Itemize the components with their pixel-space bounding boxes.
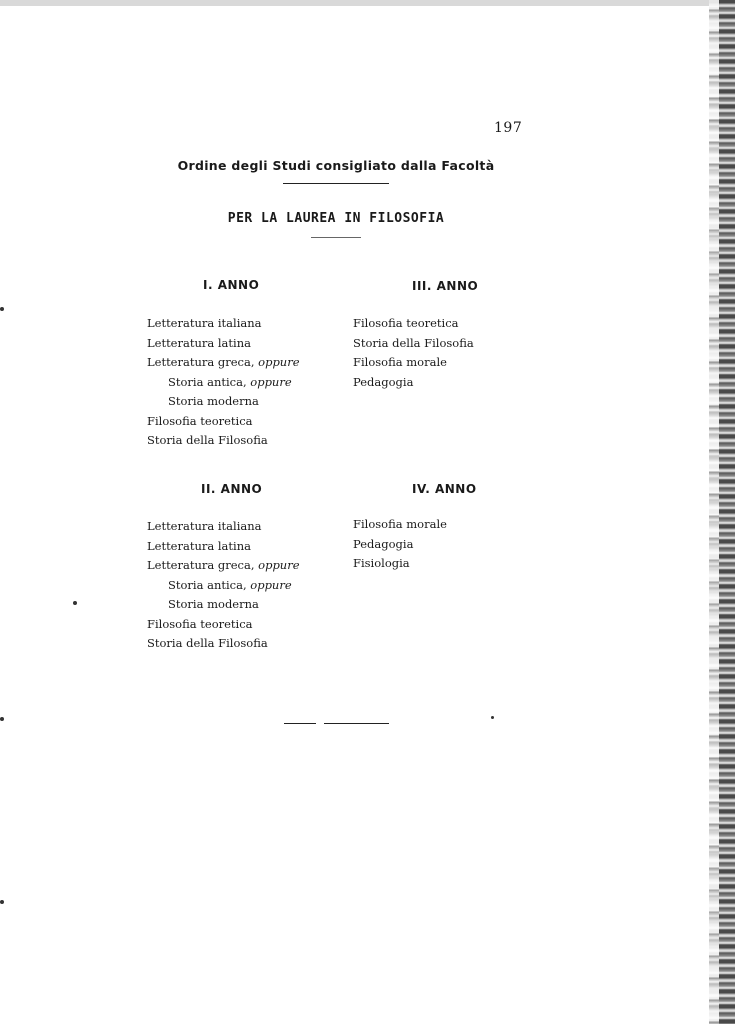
course-list-year-3: [353, 314, 474, 392]
year-heading-2: II. ANNO: [201, 482, 263, 496]
course-item: Filosofia teoretica: [353, 316, 459, 330]
course-item: Letteratura greca, oppure: [147, 355, 300, 369]
course-list-year-2: [147, 517, 300, 654]
heading-rule-short: [311, 237, 361, 238]
course-item: Storia moderna: [168, 597, 259, 611]
course-item: Letteratura italiana: [147, 316, 262, 330]
course-item: Storia moderna: [168, 394, 259, 408]
course-item: Filosofia teoretica: [147, 413, 253, 428]
course-item: Letteratura greca, oppure: [147, 558, 300, 572]
course-item: Letteratura latina: [147, 335, 251, 350]
heading-rule: [283, 183, 389, 184]
course-item: Pedagogia: [353, 374, 414, 389]
course-item: Letteratura latina: [147, 538, 251, 553]
course-item: Storia della Filosofia: [147, 636, 268, 650]
year-heading-3: III. ANNO: [412, 279, 479, 293]
scan-speck: [0, 307, 4, 311]
course-item: Filosofia morale: [353, 517, 447, 531]
closing-rule-right: [324, 723, 389, 724]
faculty-heading: Ordine degli Studi consigliato dalla Facoltà: [177, 158, 495, 173]
closing-rule-left: [284, 723, 316, 724]
course-item: Storia della Filosofia: [353, 335, 474, 350]
course-item: Storia antica, oppure: [168, 577, 292, 592]
course-item: Storia della Filosofia: [147, 433, 268, 447]
course-item: Fisiologia: [353, 556, 410, 570]
year-heading-1: I. ANNO: [203, 278, 260, 292]
course-item: Storia antica, oppure: [168, 374, 292, 389]
scan-top-edge: [0, 0, 720, 6]
course-list-year-1: [147, 314, 300, 451]
course-item: Filosofia teoretica: [147, 616, 253, 631]
scan-speck: [491, 716, 494, 719]
scan-binding-edge: [709, 0, 735, 1024]
course-list-year-4: [353, 515, 447, 574]
year-heading-4: IV. ANNO: [412, 482, 477, 496]
scan-speck: [0, 900, 4, 904]
page-number: 197: [494, 120, 523, 136]
degree-heading: PER LA LAUREA IN FILOSOFIA: [227, 211, 445, 226]
course-item: Pedagogia: [353, 536, 414, 551]
scan-speck: [73, 601, 77, 605]
scan-speck: [0, 717, 4, 721]
course-item: Filosofia morale: [353, 355, 447, 369]
course-item: Letteratura italiana: [147, 519, 262, 533]
